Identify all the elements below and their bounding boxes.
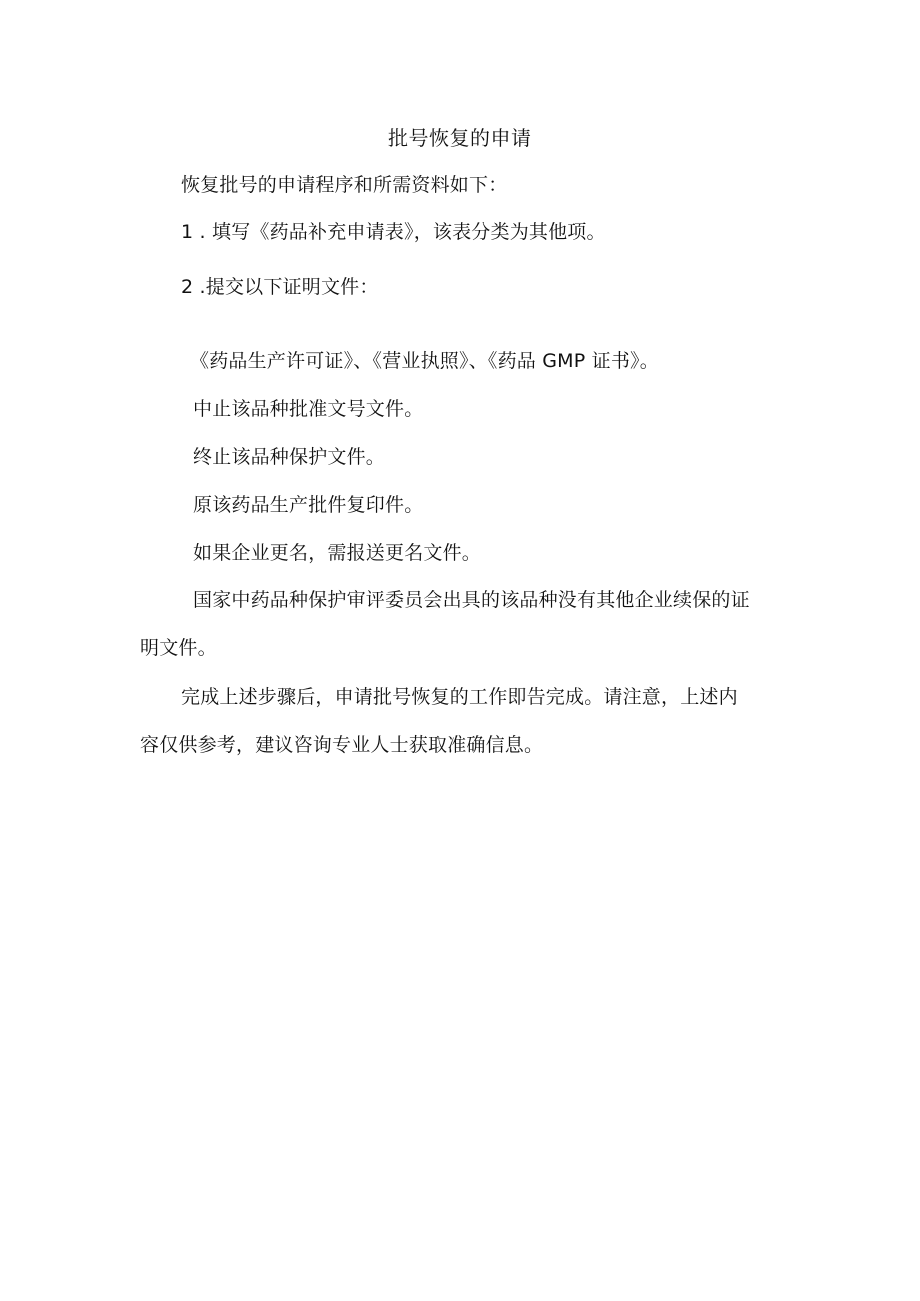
document-item-continuation: 明文件。 — [140, 637, 217, 659]
step-item: 2 .提交以下证明文件： — [181, 276, 379, 298]
step-item: 1 . 填写《药品补充申请表》，该表分类为其他项。 — [181, 221, 606, 243]
conclusion-paragraph: 完成上述步骤后，申请批号恢复的工作即告完成。请注意，上述内 — [181, 686, 738, 708]
document-item: 终止该品种保护文件。 — [193, 446, 386, 468]
document-item: 《药品生产许可证》、《营业执照》、《药品 GMP 证书》。 — [190, 350, 659, 372]
document-item: 国家中药品种保护审评委员会出具的该品种没有其他企业续保的证 — [193, 589, 750, 611]
document-item: 中止该品种批准文号文件。 — [193, 398, 424, 420]
page-title: 批号恢复的申请 — [388, 126, 532, 150]
intro-paragraph: 恢复批号的申请程序和所需资料如下： — [181, 174, 508, 196]
document-item: 如果企业更名，需报送更名文件。 — [193, 542, 482, 564]
conclusion-paragraph-continuation: 容仅供参考，建议咨询专业人士获取准确信息。 — [140, 734, 544, 756]
document-item: 原该药品生产批件复印件。 — [193, 494, 424, 516]
